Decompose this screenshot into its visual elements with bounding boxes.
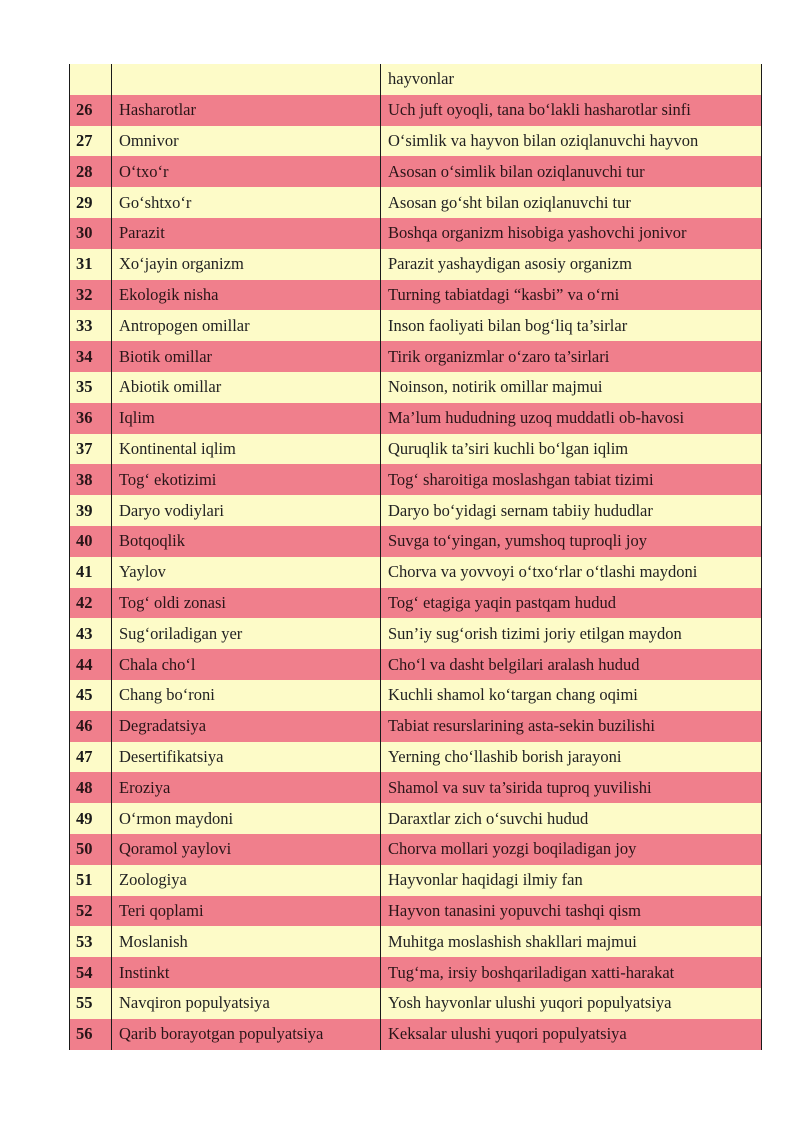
row-number: [70, 64, 112, 95]
glossary-table: [69, 64, 762, 1050]
term-cell: Antropogen omillar: [112, 310, 381, 341]
table-row: [70, 711, 762, 742]
row-number: 48: [70, 772, 112, 803]
row-number: 43: [70, 618, 112, 649]
definition-cell: hayvonlar: [381, 64, 762, 95]
row-number: 49: [70, 803, 112, 834]
term-cell: Daryo vodiylari: [112, 495, 381, 526]
definition-cell: Daraxtlar zich o‘suvchi hudud: [381, 803, 762, 834]
definition-cell: Noinson, notirik omillar majmui: [381, 372, 762, 403]
row-number: 54: [70, 957, 112, 988]
definition-cell: Yosh hayvonlar ulushi yuqori populyatsiya: [381, 988, 762, 1019]
definition-cell: Suvga to‘yingan, yumshoq tuproqli joy: [381, 526, 762, 557]
row-number: 34: [70, 341, 112, 372]
table-row: [70, 341, 762, 372]
term-cell: Qoramol yaylovi: [112, 834, 381, 865]
glossary-body: [70, 64, 762, 1050]
table-row: [70, 280, 762, 311]
row-number: 39: [70, 495, 112, 526]
table-row: [70, 834, 762, 865]
definition-cell: Ma’lum hududning uzoq muddatli ob-havosi: [381, 403, 762, 434]
table-row: [70, 772, 762, 803]
term-cell: Moslanish: [112, 926, 381, 957]
definition-cell: Quruqlik ta’siri kuchli bo‘lgan iqlim: [381, 434, 762, 465]
definition-cell: Tug‘ma, irsiy boshqariladigan xatti-harakat: [381, 957, 762, 988]
table-row: [70, 372, 762, 403]
table-row: [70, 526, 762, 557]
table-row: [70, 95, 762, 126]
row-number: 47: [70, 742, 112, 773]
definition-cell: Muhitga moslashish shakllari majmui: [381, 926, 762, 957]
table-row: [70, 249, 762, 280]
definition-cell: Daryo bo‘yidagi sernam tabiiy hududlar: [381, 495, 762, 526]
table-row: [70, 865, 762, 896]
definition-cell: Tog‘ etagiga yaqin pastqam hudud: [381, 588, 762, 619]
definition-cell: Tabiat resurslarining asta-sekin buzilishi: [381, 711, 762, 742]
table-row: [70, 126, 762, 157]
term-cell: Qarib borayotgan populyatsiya: [112, 1019, 381, 1050]
definition-cell: Yerning cho‘llashib borish jarayoni: [381, 742, 762, 773]
term-cell: Navqiron populyatsiya: [112, 988, 381, 1019]
definition-cell: Chorva mollari yozgi boqiladigan joy: [381, 834, 762, 865]
row-number: 51: [70, 865, 112, 896]
table-row: [70, 464, 762, 495]
definition-cell: Sun’iy sug‘orish tizimi joriy etilgan maydon: [381, 618, 762, 649]
term-cell: Parazit: [112, 218, 381, 249]
definition-cell: Shamol va suv ta’sirida tuproq yuvilishi: [381, 772, 762, 803]
table-row: [70, 588, 762, 619]
row-number: 42: [70, 588, 112, 619]
row-number: 26: [70, 95, 112, 126]
row-number: 52: [70, 896, 112, 927]
row-number: 38: [70, 464, 112, 495]
term-cell: Zoologiya: [112, 865, 381, 896]
table-row: [70, 495, 762, 526]
table-row: [70, 803, 762, 834]
term-cell: Botqoqlik: [112, 526, 381, 557]
definition-cell: Tirik organizmlar o‘zaro ta’sirlari: [381, 341, 762, 372]
term-cell: Instinkt: [112, 957, 381, 988]
definition-cell: Parazit yashaydigan asosiy organizm: [381, 249, 762, 280]
table-row: [70, 310, 762, 341]
table-row: [70, 403, 762, 434]
row-number: 50: [70, 834, 112, 865]
row-number: 53: [70, 926, 112, 957]
row-number: 41: [70, 557, 112, 588]
table-row: [70, 218, 762, 249]
term-cell: Teri qoplami: [112, 896, 381, 927]
definition-cell: Kuchli shamol ko‘targan chang oqimi: [381, 680, 762, 711]
term-cell: Xo‘jayin organizm: [112, 249, 381, 280]
row-number: 46: [70, 711, 112, 742]
row-number: 30: [70, 218, 112, 249]
term-cell: Tog‘ ekotizimi: [112, 464, 381, 495]
table-row: [70, 926, 762, 957]
term-cell: Ekologik nisha: [112, 280, 381, 311]
term-cell: Iqlim: [112, 403, 381, 434]
definition-cell: Asosan go‘sht bilan oziqlanuvchi tur: [381, 187, 762, 218]
term-cell: O‘rmon maydoni: [112, 803, 381, 834]
definition-cell: Boshqa organizm hisobiga yashovchi jonivor: [381, 218, 762, 249]
table-row: [70, 187, 762, 218]
table-row: [70, 680, 762, 711]
term-cell: Eroziya: [112, 772, 381, 803]
row-number: 35: [70, 372, 112, 403]
row-number: 31: [70, 249, 112, 280]
row-number: 27: [70, 126, 112, 157]
term-cell: Desertifikatsiya: [112, 742, 381, 773]
row-number: 37: [70, 434, 112, 465]
term-cell: Biotik omillar: [112, 341, 381, 372]
definition-cell: Tog‘ sharoitiga moslashgan tabiat tizimi: [381, 464, 762, 495]
row-number: 28: [70, 156, 112, 187]
table-row: [70, 64, 762, 95]
table-row: [70, 557, 762, 588]
table-row: [70, 156, 762, 187]
row-number: 45: [70, 680, 112, 711]
definition-cell: Asosan o‘simlik bilan oziqlanuvchi tur: [381, 156, 762, 187]
term-cell: Degradatsiya: [112, 711, 381, 742]
definition-cell: Chorva va yovvoyi o‘txo‘rlar o‘tlashi maydoni: [381, 557, 762, 588]
row-number: 33: [70, 310, 112, 341]
term-cell: Abiotik omillar: [112, 372, 381, 403]
term-cell: Chang bo‘roni: [112, 680, 381, 711]
definition-cell: Turning tabiatdagi “kasbi” va o‘rni: [381, 280, 762, 311]
row-number: 55: [70, 988, 112, 1019]
table-row: [70, 1019, 762, 1050]
term-cell: Hasharotlar: [112, 95, 381, 126]
table-row: [70, 957, 762, 988]
term-cell: Yaylov: [112, 557, 381, 588]
term-cell: Chala cho‘l: [112, 649, 381, 680]
term-cell: Omnivor: [112, 126, 381, 157]
definition-cell: O‘simlik va hayvon bilan oziqlanuvchi hayvon: [381, 126, 762, 157]
table-row: [70, 649, 762, 680]
definition-cell: Uch juft oyoqli, tana bo‘lakli hasharotlar sinfi: [381, 95, 762, 126]
row-number: 40: [70, 526, 112, 557]
table-row: [70, 742, 762, 773]
row-number: 32: [70, 280, 112, 311]
definition-cell: Keksalar ulushi yuqori populyatsiya: [381, 1019, 762, 1050]
term-cell: O‘txo‘r: [112, 156, 381, 187]
term-cell: Tog‘ oldi zonasi: [112, 588, 381, 619]
definition-cell: Inson faoliyati bilan bog‘liq ta’sirlar: [381, 310, 762, 341]
table-row: [70, 896, 762, 927]
table-row: [70, 434, 762, 465]
row-number: 56: [70, 1019, 112, 1050]
row-number: 44: [70, 649, 112, 680]
term-cell: Sug‘oriladigan yer: [112, 618, 381, 649]
term-cell: Kontinental iqlim: [112, 434, 381, 465]
term-cell: Go‘shtxo‘r: [112, 187, 381, 218]
definition-cell: Hayvon tanasini yopuvchi tashqi qism: [381, 896, 762, 927]
row-number: 36: [70, 403, 112, 434]
definition-cell: Cho‘l va dasht belgilari aralash hudud: [381, 649, 762, 680]
term-cell: [112, 64, 381, 95]
table-row: [70, 988, 762, 1019]
table-row: [70, 618, 762, 649]
definition-cell: Hayvonlar haqidagi ilmiy fan: [381, 865, 762, 896]
row-number: 29: [70, 187, 112, 218]
